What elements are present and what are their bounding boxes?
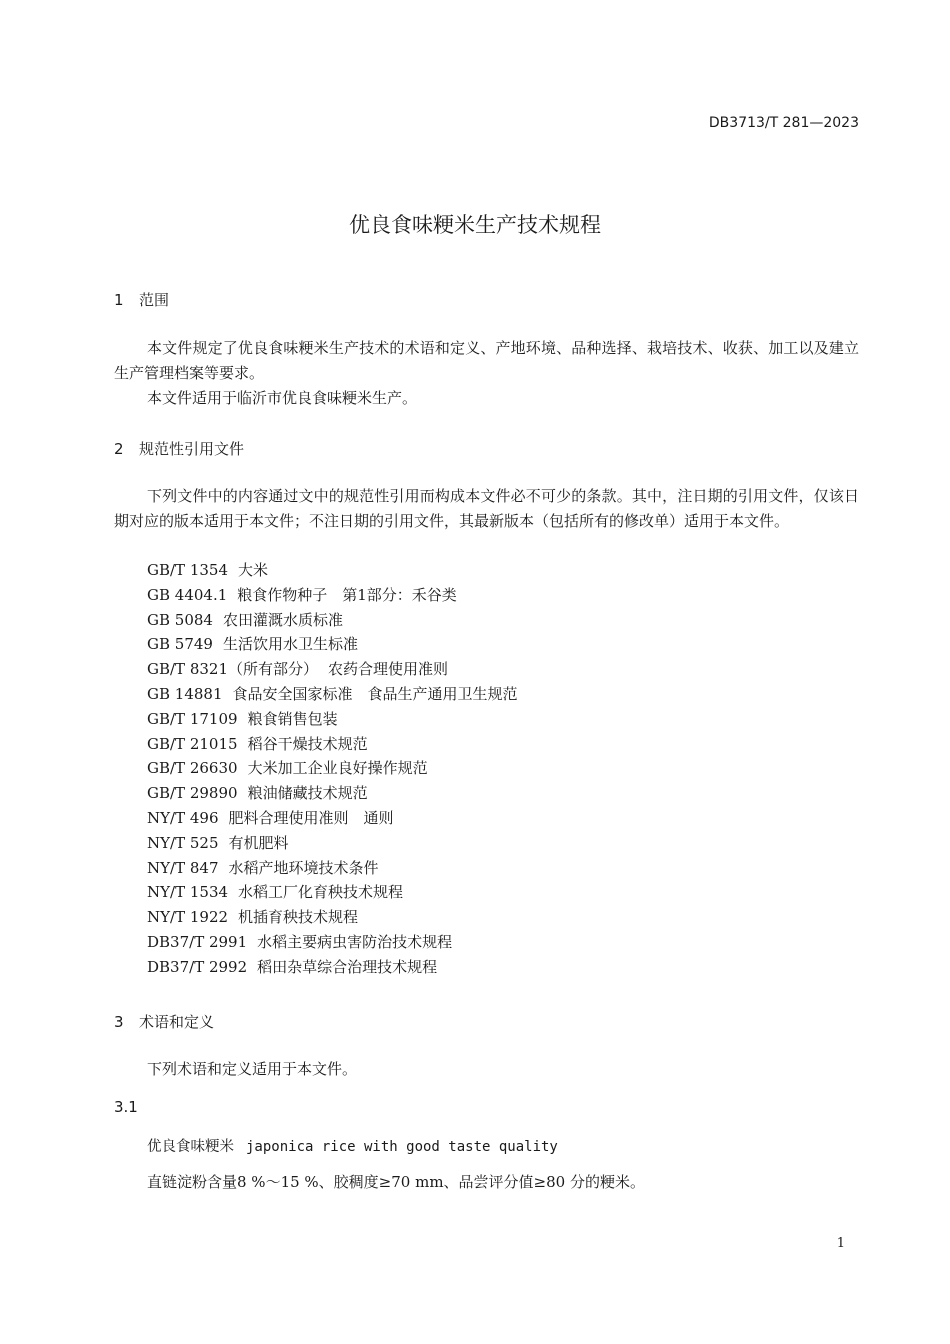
reference-code: GB/T 26630 [147, 759, 238, 778]
reference-code: GB/T 17109 [147, 709, 238, 728]
reference-name: 农田灌溉水质标准 [222, 610, 343, 629]
reference-name: 水稻产地环境技术条件 [228, 858, 379, 877]
reference-item [147, 707, 518, 732]
reference-name: 生活饮用水卫生标准 [222, 635, 358, 654]
reference-code: NY/T 496 [147, 808, 219, 827]
reference-name: 农药合理使用准则 [328, 660, 449, 679]
term-english: japonica rice with good taste quality [246, 1139, 558, 1155]
reference-item [147, 930, 518, 955]
reference-name: 大米 [238, 561, 269, 579]
section-number: 2 [114, 440, 124, 458]
reference-item [147, 856, 518, 881]
reference-code: GB/T 1354 [147, 561, 229, 579]
reference-code: DB37/T 2991 [147, 932, 248, 951]
scope-paragraph-1: 本文件规定了优良食味粳米生产技术的术语和定义、产地环境、品种选择、栽培技术、收获、加工以及建立生产管理档案等要求。 [114, 339, 859, 382]
page-number: 1 [836, 1236, 845, 1251]
reference-code: GB 4404.1 [147, 585, 228, 604]
scope-paragraph-2: 本文件适用于临沂市优良食味粳米生产。 [147, 389, 418, 407]
reference-code: GB/T 8321（所有部分） [147, 660, 319, 679]
section-title: 范围 [139, 291, 170, 309]
reference-code: NY/T 525 [147, 833, 219, 852]
reference-code: NY/T 847 [147, 858, 219, 877]
reference-name: 大米加工企业良好操作规范 [247, 759, 428, 778]
reference-item [147, 682, 518, 707]
clause-number: 3.1 [114, 1098, 138, 1116]
reference-item [147, 558, 518, 583]
term-chinese: 优良食味粳米 [147, 1139, 234, 1155]
term-definition: 直链淀粉含量8 %～15 %、胶稠度≥70 mm、品尝评分值≥80 分的粳米。 [147, 1173, 645, 1191]
reference-name: 食品安全国家标准 食品生产通用卫生规范 [232, 684, 518, 703]
reference-code: NY/T 1534 [147, 883, 229, 902]
reference-item [147, 583, 518, 608]
reference-name: 有机肥料 [228, 833, 289, 852]
standard-code: DB3713/T 281—2023 [708, 115, 859, 131]
reference-name: 水稻工厂化育秧技术规程 [238, 883, 404, 902]
terms-intro: 下列术语和定义适用于本文件。 [147, 1060, 358, 1078]
reference-item [147, 732, 518, 757]
reference-list [147, 558, 518, 980]
section-3-heading [114, 1011, 214, 1032]
reference-code: NY/T 1922 [147, 908, 229, 927]
reference-item [147, 657, 518, 682]
reference-item [147, 905, 518, 930]
reference-item [147, 781, 518, 806]
page-title: 优良食味粳米生产技术规程 [349, 213, 601, 237]
reference-item [147, 806, 518, 831]
reference-item [147, 756, 518, 781]
section-number: 3 [114, 1013, 124, 1031]
reference-name: 粮食销售包装 [247, 709, 338, 728]
reference-name: 稻田杂草综合治理技术规程 [257, 957, 438, 976]
term-entry [147, 1135, 558, 1156]
reference-code: GB 5084 [147, 610, 213, 629]
section-number: 1 [114, 291, 124, 309]
reference-item [147, 955, 518, 980]
reference-item [147, 632, 518, 657]
reference-name: 粮油储藏技术规范 [247, 784, 368, 803]
reference-name: 肥料合理使用准则 通则 [228, 808, 394, 827]
section-title: 术语和定义 [139, 1013, 215, 1031]
reference-name: 水稻主要病虫害防治技术规程 [257, 932, 453, 951]
references-intro: 下列文件中的内容通过文中的规范性引用而构成本文件必不可少的条款。其中，注日期的引用文件，仅该日期对应的版本适用于本文件；不注日期的引用文件，其最新版本（包括所有的修改单）适用于本文件。 [114, 487, 859, 530]
reference-code: GB/T 21015 [147, 734, 238, 753]
reference-item [147, 880, 518, 905]
reference-item [147, 831, 518, 856]
reference-item [147, 608, 518, 633]
reference-code: GB 14881 [147, 684, 223, 703]
reference-name: 粮食作物种子 第1部分：禾谷类 [237, 585, 457, 604]
reference-name: 机插育秧技术规程 [238, 908, 359, 927]
reference-code: GB 5749 [147, 635, 213, 654]
section-2-heading [114, 438, 244, 459]
reference-code: GB/T 29890 [147, 784, 238, 803]
section-1-heading [114, 289, 169, 310]
reference-name: 稻谷干燥技术规范 [247, 734, 368, 753]
reference-code: DB37/T 2992 [147, 957, 248, 976]
section-title: 规范性引用文件 [139, 440, 245, 458]
